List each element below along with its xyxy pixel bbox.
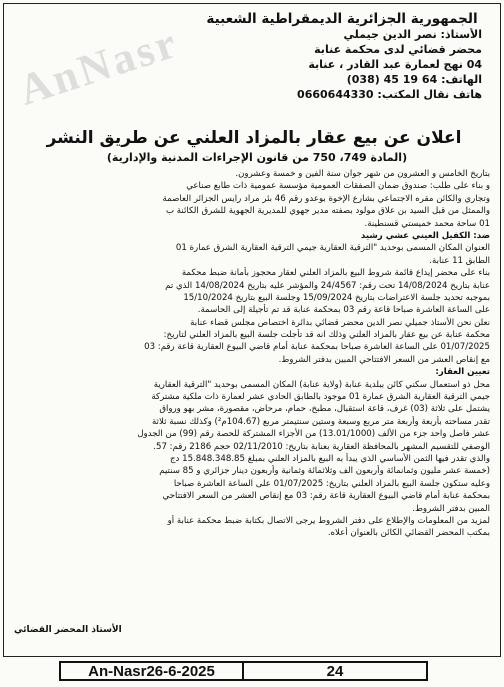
body-line: يشتمل على ثلاثة (03) غرف، قاعة استقبال، مطبخ، حمام، مرحاض، مقصورة، مشر بهو ورواق (159, 404, 490, 415)
body-line: عنابة بتاريخ 14/08/2024 تحت رقم: 24/4567 والمؤشر عليه بتاريخ 14/08/2024 الذي تم (165, 280, 490, 291)
body-line: بتاريخ الخامس و العشرون من شهر جوان سنة الفين و خمسة وعشرون. (235, 169, 490, 179)
letterhead (202, 10, 482, 102)
bailiff-name: الأستاذ: نصر الدين جيملي (343, 28, 482, 42)
body-line: محكمة عنابة عن بيع عقار بالمزاد العلني وذلك انه قد تأجلت جلسة البيع بالمزاد العلني لتاريخ: (163, 330, 490, 341)
body-line: بمحكمة عنابة أمام قاضي البيوع العقارية قاعة رقم: 03 مع إنقاص العشر من السعر الافتتاحي (162, 491, 490, 502)
body-line: تعيين العقار: (435, 367, 490, 378)
office-address: 04 نهج لعمارة عبد القادر ، عنابة (308, 57, 482, 71)
body-line: المبين بدفتر الشروط. (412, 503, 490, 514)
notice-title: اعلان عن بيع عقار بالمزاد العلني عن طريق النشر (46, 128, 462, 148)
body-line: ضد: الكفيل العيني عشي رشيد (360, 230, 490, 241)
body-line: 01/07/2025 على الساعة العاشرة صباحا بمحكمة عنابة أمام قاضي البيوع العقارية قاعة رقم: 03 (144, 342, 490, 353)
body-line: بمكتب المحضر القضائي الكائن بالعنوان أعلاه. (327, 528, 490, 539)
republic-heading: الجمهورية الجزائرية الديمقراطية الشعبية (206, 11, 478, 27)
signature-line: الأستاذ المحضر القضائي (14, 625, 122, 635)
body-line: عشر فاصل واحد جزء من الألف (13.01/1000) من الأجزاء المشتركة للحصة رقم (99) من الجدول (137, 429, 490, 440)
body-line: بناء على محضر إيداع قائمة شروط البيع بالمزاد العلني لعقار محجوز بأمانة ضبط محكمة (181, 268, 490, 279)
office-phone: الهاتف: 64 19 45 (038) (346, 72, 482, 86)
body-line: مع إنقاص العشر من السعر الافتتاحي المبين بدفتر الشروط. (278, 354, 490, 365)
body-line: و بناء على طلب: صندوق ضمان الصفقات العمومية مؤسسة عمومية ذات طابع صناعي (186, 181, 490, 192)
body-line: محل ذو استعمال سكني كائن ببلدية عنابة (ولاية عنابة) المكان المسمى بوحديد "الترقية العقارية (153, 379, 490, 390)
office-title: محضر قضائي لدى محكمة عنابة (314, 43, 482, 57)
body-line: جيمي الترقية العقارية الشرق عمارة 01 موجود بالطابق الحادي عشر لعمارة ذات ملكية مشتركة (151, 392, 490, 403)
page-number: 24 (244, 661, 428, 681)
office-mobile: هاتف نقال المكتب: 0660644330 (297, 87, 482, 101)
body-line: والذي تقدر فيها الثمن الأساسي الذي يبدأ به البيع بالمزاد العلني بمبلغ 15.848.348.85 دج (170, 453, 490, 464)
body-line: الوصفي للتقسيم المشهر بالمحافظة العقارية بعنابة بتاريخ: 02/11/2010 حجم 2186 رقم: 57. (153, 441, 490, 452)
body-line: العنوان المكان المسمى بوحديد "الترقية العقارية جيمي الترقية العقارية الشرق عمارة 01 (175, 243, 490, 254)
body-line: بموجبه تحديد جلسة الاعتراضات بتاريخ 15/09/2024 وجلسة البيع بتاريخ 15/10/2024 (183, 292, 490, 303)
body-line: 01 ساحة محمد خميستي قسنطينة. (364, 218, 490, 229)
newspaper-date: An-Nasr26-6-2025 (59, 661, 244, 681)
notice-subtitle: (المادة 749، 750 من قانون الإجراءات المدنية والإدارية) (106, 151, 408, 164)
body-line: تقدر مساحته بأربعة وأربعة متر مربع وسبعة وستين سنتيمتر مربع (104.67م²) وكذلك نسبة ثلاثة (151, 416, 490, 427)
watermark: AnNasr (12, 17, 185, 115)
body-line: الطابق 11 عنابة. (429, 255, 490, 266)
body-line: وتجاري والكائن مقره الاجتماعي بشارع الإخوة بوعدو رقم 46 بئر مراد رايس الجزائر العاصمة (162, 193, 490, 204)
body-line: لمزيد من المعلومات والإطلاع على دفتر الشروط يرجى الاتصال بكتابة ضبط محكمة عنابة أو (167, 515, 490, 526)
body-line: (خمسة عشر مليون وثمانمائة وأربعون الف وثلاثمائة وثمانية وأربعون دينار جزائري و 85 سنتيم (159, 466, 490, 477)
body-line: وعليه ستكون جلسة البيع بالمزاد العلني بتاريخ: 01/07/2025 على الساعة العاشرة صباحا (173, 478, 490, 489)
body-line: نعلن نحن الأستاذ جميلي نصر الدين محضر قضائي بدائرة اختصاص مجلس قضاء عنابة (190, 317, 490, 328)
body-line: على الساعة العاشرة صباحا قاعة رقم 03 بمحكمة عنابة قد تم تأجيلة إلى الحاسمة. (197, 305, 490, 316)
page-footer (3, 659, 501, 683)
body-line: والممثل من قبل السيد بن علاق مولود بصفته مدير جهوي للمديرية الجهوية للشرق الكائنة ب (165, 206, 490, 217)
notice-body (12, 168, 490, 630)
